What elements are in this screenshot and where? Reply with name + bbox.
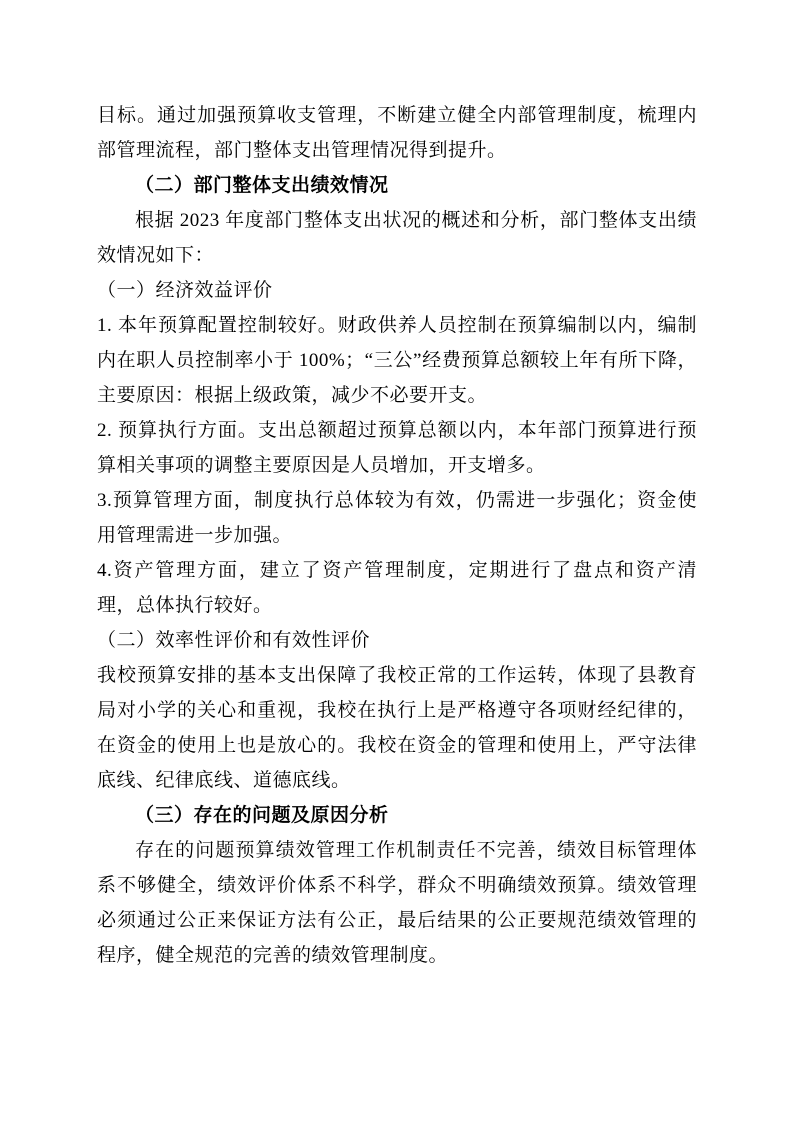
paragraph-intro: 根据 2023 年度部门整体支出状况的概述和分析，部门整体支出绩效情况如下：: [97, 210, 697, 266]
paragraph-item-1: 1. 本年预算配置控制较好。财政供养人员控制在预算编制以内，编制内在职人员控制率小于 100%；“三公”经费预算总额较上年有所下降，主要原因：根据上级政策，减少不必要开支。: [97, 315, 697, 406]
section-heading-3: （三）存在的问题及原因分析: [135, 805, 389, 826]
paragraph-problems-body: 存在的问题预算绩效管理工作机制责任不完善，绩效目标管理体系不够健全，绩效评价体系不科学，群众不明确绩效预算。绩效管理必须通过公正来保证方法有公正，最后结果的公正要规范绩效管理的程序，健全规范的完善的绩效管理制度。: [97, 840, 697, 966]
paragraph-item-2: 2. 预算执行方面。支出总额超过预算总额以内，本年部门预算进行预算相关事项的调整主要原因是人员增加，开支增多。: [97, 420, 697, 476]
subheading-efficiency-effectiveness: （二）效率性评价和有效性评价: [97, 630, 371, 651]
paragraph-item-3: 3.预算管理方面，制度执行总体较为有效，仍需进一步强化；资金使用管理需进一步加强。: [97, 490, 697, 546]
section-heading-2: （二）部门整体支出绩效情况: [135, 175, 389, 196]
paragraph-item-4: 4.资产管理方面，建立了资产管理制度，定期进行了盘点和资产清理，总体执行较好。: [97, 560, 697, 616]
paragraph-continuation: 目标。通过加强预算收支管理，不断建立健全内部管理制度，梳理内部管理流程，部门整体支出管理情况得到提升。: [97, 105, 697, 161]
subheading-economic-benefit: （一）经济效益评价: [97, 280, 273, 301]
paragraph-efficiency-body: 我校预算安排的基本支出保障了我校正常的工作运转，体现了县教育局对小学的关心和重视，我校在执行上是严格遵守各项财经纪律的，在资金的使用上也是放心的。我校在资金的管理和使用上，严守法律底线、纪律底线、道德底线。: [97, 665, 697, 791]
